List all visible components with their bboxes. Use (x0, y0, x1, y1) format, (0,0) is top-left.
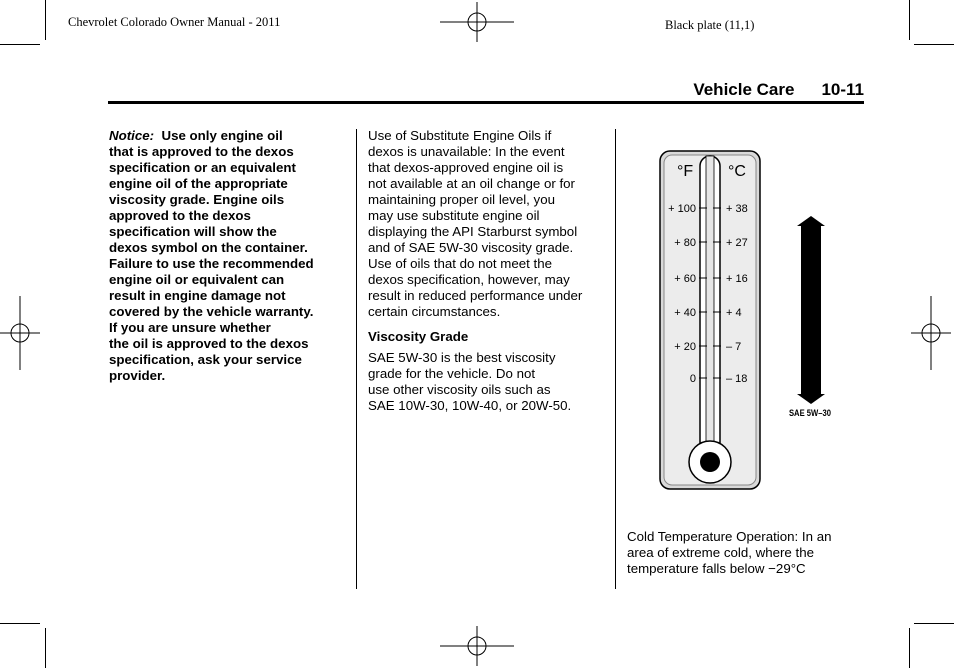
notice-line: Use only engine oil (161, 128, 283, 143)
text-line: use other viscosity oils such as (368, 382, 551, 397)
range-arrow-icon (797, 216, 825, 404)
crop-mark (909, 0, 910, 40)
text-line: Cold Temperature Operation: In an (627, 529, 832, 544)
notice-line: If you are unsure whether (109, 320, 271, 335)
viscosity-grade-heading: Viscosity Grade (368, 329, 469, 344)
text-line: and of SAE 5W-30 viscosity grade. (368, 240, 574, 255)
notice-line: engine oil or equivalent can (109, 272, 285, 287)
page-number: 10-11 (821, 80, 864, 99)
text-line: may use substitute engine oil (368, 208, 540, 223)
notice-line: covered by the vehicle warranty. (109, 304, 314, 319)
fahrenheit-tick: + 60 (674, 273, 696, 285)
notice-line: specification will show the (109, 224, 277, 239)
notice-line: approved to the dexos (109, 208, 251, 223)
crop-mark (45, 0, 46, 40)
fahrenheit-tick: 0 (689, 373, 696, 385)
notice-line: Failure to use the recommended (109, 256, 314, 271)
header-rule (108, 101, 864, 104)
fahrenheit-tick: + 80 (674, 237, 696, 249)
celsius-unit: °C (728, 163, 746, 180)
fahrenheit-tick: + 100 (668, 203, 696, 215)
crop-mark (45, 628, 46, 668)
section-title: Vehicle Care (693, 80, 795, 99)
text-line: dexos specification, however, may (368, 272, 570, 287)
notice-block (109, 128, 349, 384)
crop-mark (914, 44, 954, 45)
text-line: that dexos-approved engine oil is (368, 160, 564, 175)
celsius-tick: + 27 (726, 237, 748, 249)
registration-mark-bottom (440, 626, 514, 666)
registration-mark-right (911, 296, 951, 370)
crop-mark (909, 628, 910, 668)
fahrenheit-unit: °F (677, 163, 694, 180)
celsius-tick: + 4 (726, 307, 742, 319)
text-line: Use of oils that do not meet the (368, 256, 553, 271)
notice-line: specification or an equivalent (109, 160, 296, 175)
text-line: SAE 5W-30 is the best viscosity (368, 350, 556, 365)
registration-mark-top (440, 2, 514, 42)
running-header (600, 80, 864, 100)
text-line: temperature falls below −29°C (627, 561, 806, 576)
celsius-tick: – 18 (726, 373, 748, 385)
column-divider (615, 129, 616, 589)
range-label: SAE 5W–30 (788, 407, 832, 419)
notice-line: engine oil of the appropriate (109, 176, 288, 191)
plate-label: Black plate (11,1) (665, 18, 755, 32)
text-line: Use of Substitute Engine Oils if (368, 128, 552, 143)
substitute-oils-paragraph (368, 128, 608, 320)
text-line: result in reduced performance under (368, 288, 583, 303)
fahrenheit-tick: + 20 (674, 341, 696, 353)
fahrenheit-tick: + 40 (674, 307, 696, 319)
viscosity-thermometer-illustration (650, 146, 850, 496)
text-line: displaying the API Starburst symbol (368, 224, 578, 239)
notice-line: result in engine damage not (109, 288, 286, 303)
crop-mark (0, 623, 40, 624)
text-line: dexos is unavailable: In the event (368, 144, 565, 159)
celsius-tick: + 16 (726, 273, 748, 285)
cold-temperature-paragraph (627, 529, 867, 577)
text-line: grade for the vehicle. Do not (368, 366, 536, 381)
notice-line: the oil is approved to the dexos (109, 336, 309, 351)
text-line: not available at an oil change or for (368, 176, 575, 191)
notice-line: specification, ask your service (109, 352, 302, 367)
viscosity-grade-paragraph (368, 350, 608, 414)
notice-line: viscosity grade. Engine oils (109, 192, 285, 207)
column-divider (356, 129, 357, 589)
crop-mark (914, 623, 954, 624)
notice-label: Notice: (109, 128, 155, 143)
text-line: area of extreme cold, where the (627, 545, 814, 560)
manual-title: Chevrolet Colorado Owner Manual - 2011 (68, 15, 281, 29)
celsius-tick: + 38 (726, 203, 748, 215)
text-line: SAE 10W-30, 10W-40, or 20W-50. (368, 398, 572, 413)
text-line: maintaining proper oil level, you (368, 192, 556, 207)
notice-line: that is approved to the dexos (109, 144, 294, 159)
text-line: certain circumstances. (368, 304, 501, 319)
notice-line: provider. (109, 368, 166, 383)
notice-line: dexos symbol on the container. (109, 240, 308, 255)
crop-mark (0, 44, 40, 45)
celsius-tick: – 7 (726, 341, 742, 353)
registration-mark-left (0, 296, 40, 370)
